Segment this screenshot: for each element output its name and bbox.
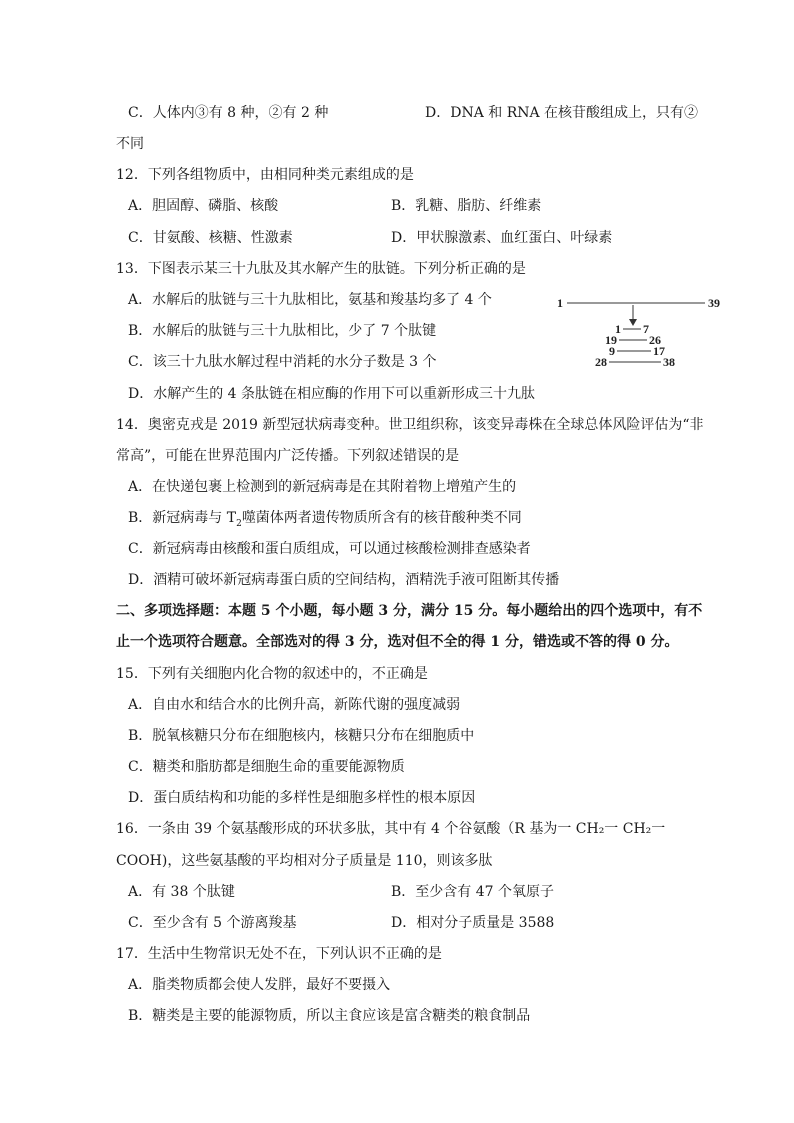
diagram-top-end-label: 39 — [708, 296, 720, 310]
q11-option-c: C．人体内③有 8 种，②有 2 种 — [128, 105, 329, 121]
q14-option-b — [128, 508, 522, 534]
q16-option-c: C．至少含有 5 个游离羧基 — [128, 915, 297, 931]
q13-option-d: D．水解产生的 4 条肽链在相应酶的作用下可以重新形成三十九肽 — [128, 386, 536, 402]
q15-option-b: B．脱氧核糖只分布在细胞核内，核糖只分布在细胞质中 — [128, 728, 475, 744]
diagram-seg4-end: 38 — [663, 355, 675, 369]
peptide-hydrolysis-diagram — [555, 292, 730, 372]
q17-stem: 17．生活中生物常识无处不在，下列认识不正确的是 — [116, 946, 442, 962]
diagram-arrow-head — [629, 319, 637, 326]
q15-stem: 15．下列有关细胞内化合物的叙述中的，不正确是 — [116, 666, 428, 682]
q16-option-b: B．至少含有 47 个氧原子 — [391, 884, 555, 900]
q12-option-b: B．乳糖、脂肪、纤维素 — [391, 198, 542, 214]
q12-option-d: D．甲状腺激素、血红蛋白、叶绿素 — [391, 230, 613, 246]
q14-option-c: C．新冠病毒由核酸和蛋白质组成，可以通过核酸检测排查感染者 — [128, 541, 531, 557]
q16-stem-line2: COOH)，这些氨基酸的平均相对分子质量是 110，则该多肽 — [116, 853, 493, 869]
diagram-seg3-end: 17 — [653, 344, 665, 358]
q14-option-a: A．在快递包裹上检测到的新冠病毒是在其附着物上增殖产生的 — [128, 479, 517, 495]
q14-option-b-pre: B．新冠病毒与 T — [128, 510, 237, 526]
diagram-seg2-start: 19 — [605, 333, 617, 347]
q14-option-d: D．酒精可破坏新冠病毒蛋白质的空间结构，酒精洗手液可阻断其传播 — [128, 572, 560, 588]
q14-option-b-post: 噬菌体两者遗传物质所含有的核苷酸种类不同 — [241, 510, 522, 526]
q13-option-b: B．水解后的肽链与三十九肽相比，少了 7 个肽键 — [128, 323, 437, 339]
section2-instructions-line2: 止一个选项符合题意。全部选对的得 3 分，选对但不全的得 1 分，错选或不答的得 0 分。 — [116, 634, 679, 650]
q12-stem: 12．下列各组物质中，由相同种类元素组成的是 — [116, 167, 414, 183]
diagram-seg3-start: 9 — [609, 344, 615, 358]
section2-instructions-line1: 二、多项选择题：本题 5 个小题，每小题 3 分，满分 15 分。每小题给出的四个选项中，有不 — [116, 603, 703, 619]
q14-option-b-sub: 2 — [236, 518, 242, 529]
q14-stem-line2: 常高”，可能在世界范围内广泛传播。下列叙述错误的是 — [116, 448, 460, 464]
diagram-seg1-end: 7 — [643, 322, 649, 336]
diagram-seg2-end: 26 — [649, 333, 661, 347]
q17-option-b: B．糖类是主要的能源物质，所以主食应该是富含糖类的粮食制品 — [128, 1008, 531, 1024]
diagram-seg1-start: 1 — [615, 322, 621, 336]
q11-option-d: D．DNA 和 RNA 在核苷酸组成上，只有② — [425, 105, 699, 121]
q14-stem-line1: 14．奥密克戎是 2019 新型冠状病毒变种。世卫组织称，该变异毒株在全球总体风险评估为“非 — [116, 417, 704, 433]
q15-option-c: C．糖类和脂肪都是细胞生命的重要能源物质 — [128, 759, 405, 775]
q15-option-d: D．蛋白质结构和功能的多样性是细胞多样性的根本原因 — [128, 790, 476, 806]
q13-stem: 13．下图表示某三十九肽及其水解产生的肽链。下列分析正确的是 — [116, 261, 526, 277]
q17-option-a: A．脂类物质都会使人发胖，最好不要摄入 — [128, 977, 391, 993]
q12-option-a: A．胆固醇、磷脂、核酸 — [128, 198, 279, 214]
q16-stem-line1: 16．一条由 39 个氨基酸形成的环状多肽，其中有 4 个谷氨酸（R 基为一 CH₂一 CH₂一 — [116, 821, 666, 837]
diagram-seg4-start: 28 — [595, 355, 607, 369]
q16-option-d: D．相对分子质量是 3588 — [391, 915, 555, 931]
q16-option-a: A．有 38 个肽键 — [128, 884, 235, 900]
q15-option-a: A．自由水和结合水的比例升高，新陈代谢的强度减弱 — [128, 697, 461, 713]
q13-option-c: C．该三十九肽水解过程中消耗的水分子数是 3 个 — [128, 354, 437, 370]
q12-option-c: C．甘氨酸、核糖、性激素 — [128, 230, 293, 246]
q13-option-a: A．水解后的肽链与三十九肽相比，氨基和羧基均多了 4 个 — [128, 292, 492, 308]
diagram-top-start-label: 1 — [557, 296, 563, 310]
q11-option-d-continued: 不同 — [116, 136, 144, 152]
